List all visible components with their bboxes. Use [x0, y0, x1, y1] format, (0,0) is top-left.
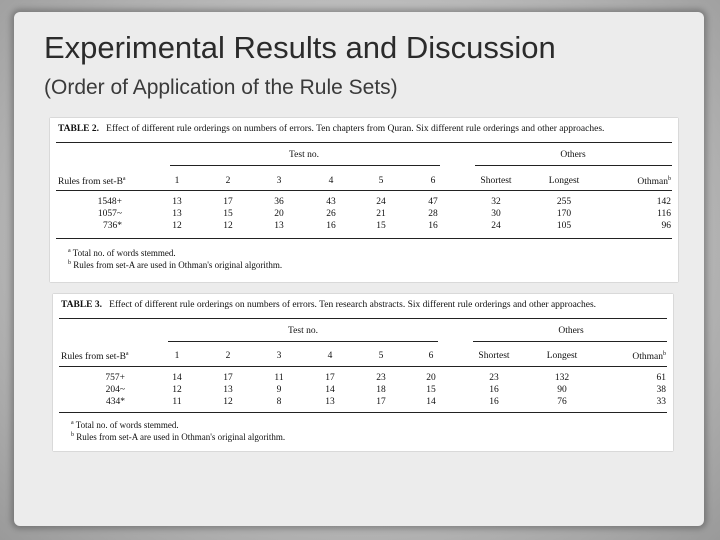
column-header: Shortest [478, 351, 510, 361]
footnote-mark: a [122, 176, 126, 182]
table-footnote [71, 432, 285, 442]
table-cell: 16 [489, 385, 499, 395]
table-cell: 23 [489, 373, 499, 383]
table-3-image [53, 294, 673, 451]
table-cell: 255 [556, 197, 572, 207]
row-label: 204~ [105, 385, 125, 395]
column-header: 5 [378, 351, 384, 361]
table-cell: 132 [554, 373, 570, 383]
column-header: 4 [328, 176, 334, 186]
table-cell: 12 [223, 397, 233, 407]
footnote-mark: a [68, 248, 71, 254]
table-2-image [50, 118, 678, 282]
table-cell: 28 [428, 209, 438, 219]
table-cell: 17 [376, 397, 386, 407]
table-label: TABLE 2. [58, 124, 100, 134]
table-cell: 13 [274, 221, 284, 231]
table-cell: 8 [276, 397, 282, 407]
table-cell: 20 [426, 373, 436, 383]
table-cell: 96 [661, 221, 671, 231]
slide-title: Experimental Results and Discussion [44, 30, 556, 65]
row-header: Rules from set-$B^a$ [58, 176, 126, 188]
column-header: Shortest [480, 176, 512, 186]
table-cell: 14 [426, 397, 436, 407]
column-header: 3 [276, 351, 282, 361]
table-cell: 12 [223, 221, 233, 231]
column-header: 2 [225, 351, 231, 361]
column-header: Longest [548, 176, 580, 186]
footnote-text: Rules from set-A are used in Othman's original algorithm. [71, 260, 283, 270]
column-header: 1 [174, 351, 180, 361]
column-header: 2 [225, 176, 231, 186]
table-cell: 24 [491, 221, 501, 231]
table-cell: 38 [656, 385, 666, 395]
table-caption-text: Effect of different rule orderings on numbers of errors. Ten chapters from Quran. Six different rule orderings and other approaches. [106, 124, 605, 134]
column-header: 1 [174, 176, 180, 186]
table-caption [61, 300, 596, 310]
group-header-test: Test no. [288, 326, 318, 336]
table-cell: 32 [491, 197, 501, 207]
column-header: 5 [378, 176, 384, 186]
table-cell: 13 [223, 385, 233, 395]
table-rule [56, 238, 672, 239]
table-cell: 36 [274, 197, 284, 207]
table-cell: 12 [172, 385, 182, 395]
group-header-test: Test no. [289, 150, 319, 160]
table-cell: 15 [426, 385, 436, 395]
table-cell: 30 [491, 209, 501, 219]
column-header: 3 [276, 176, 282, 186]
table-cell: 105 [556, 221, 572, 231]
table-rule [56, 142, 672, 143]
table-rule [170, 165, 440, 166]
footnote-mark: a [125, 351, 129, 357]
table-cell: 47 [428, 197, 438, 207]
group-header-others: Others [560, 150, 586, 160]
table-caption [58, 124, 604, 134]
row-label: 434* [106, 397, 125, 407]
row-header: Rules from set-$B^a$ [61, 351, 129, 363]
table-cell: 9 [276, 385, 282, 395]
table-rule [59, 318, 667, 319]
table-label: TABLE 3. [61, 300, 103, 310]
column-header: 4 [327, 351, 333, 361]
row-label: 1057~ [97, 209, 122, 219]
table-cell: 13 [172, 209, 182, 219]
footnote-text: Rules from set-A are used in Othman's original algorithm. [74, 432, 286, 442]
table-cell: 16 [489, 397, 499, 407]
table-cell: 17 [223, 197, 233, 207]
table-cell: 12 [172, 221, 182, 231]
table-cell: 14 [172, 373, 182, 383]
table-cell: 14 [325, 385, 335, 395]
table-caption-text: Effect of different rule orderings on numbers of errors. Ten research abstracts. Six different rule orderings and other approaches. [109, 300, 597, 310]
table-cell: 17 [223, 373, 233, 383]
slide-subtitle: (Order of Application of the Rule Sets) [44, 76, 398, 99]
table-cell: 11 [172, 397, 182, 407]
table-cell: 20 [274, 209, 284, 219]
footnote-mark: b [663, 351, 666, 357]
table-cell: 15 [223, 209, 233, 219]
table-rule [475, 165, 672, 166]
table-cell: 116 [657, 209, 671, 219]
table-cell: 43 [326, 197, 336, 207]
table-cell: 90 [557, 385, 567, 395]
footnote-mark: b [68, 260, 71, 266]
footnote-mark: a [71, 420, 74, 426]
column-header: 6 [428, 351, 434, 361]
table-rule [56, 190, 672, 191]
table-cell: 76 [557, 397, 567, 407]
table-rule [59, 412, 667, 413]
table-cell: 11 [274, 373, 284, 383]
table-cell: 61 [656, 373, 666, 383]
row-label: 736* [103, 221, 122, 231]
table-cell: 26 [326, 209, 336, 219]
row-label: 1548+ [97, 197, 122, 207]
group-header-others: Others [558, 326, 584, 336]
table-rule [473, 341, 667, 342]
table-cell: 170 [556, 209, 572, 219]
footnote-text: Total no. of words stemmed. [73, 420, 179, 430]
table-cell: 142 [656, 197, 671, 207]
column-header: Othman$^b$ [637, 176, 671, 188]
table-cell: 17 [325, 373, 335, 383]
table-cell: 24 [376, 197, 386, 207]
table-cell: 15 [376, 221, 386, 231]
table-cell: 18 [376, 385, 386, 395]
table-rule [168, 341, 438, 342]
table-footnote [71, 420, 179, 430]
table-footnote [68, 260, 282, 270]
footnote-text: Total no. of words stemmed. [70, 248, 176, 258]
row-label: 757+ [105, 373, 125, 383]
column-header: 6 [430, 176, 436, 186]
table-rule [59, 366, 667, 367]
table-cell: 16 [428, 221, 438, 231]
table-cell: 33 [656, 397, 666, 407]
table-cell: 21 [376, 209, 386, 219]
table-cell: 23 [376, 373, 386, 383]
column-header: Longest [546, 351, 578, 361]
table-cell: 13 [172, 197, 182, 207]
table-cell: 16 [326, 221, 336, 231]
table-cell: 13 [325, 397, 335, 407]
footnote-mark: b [71, 432, 74, 438]
footnote-mark: b [668, 176, 671, 182]
column-header: Othman$^b$ [632, 351, 666, 363]
table-footnote [68, 248, 176, 258]
